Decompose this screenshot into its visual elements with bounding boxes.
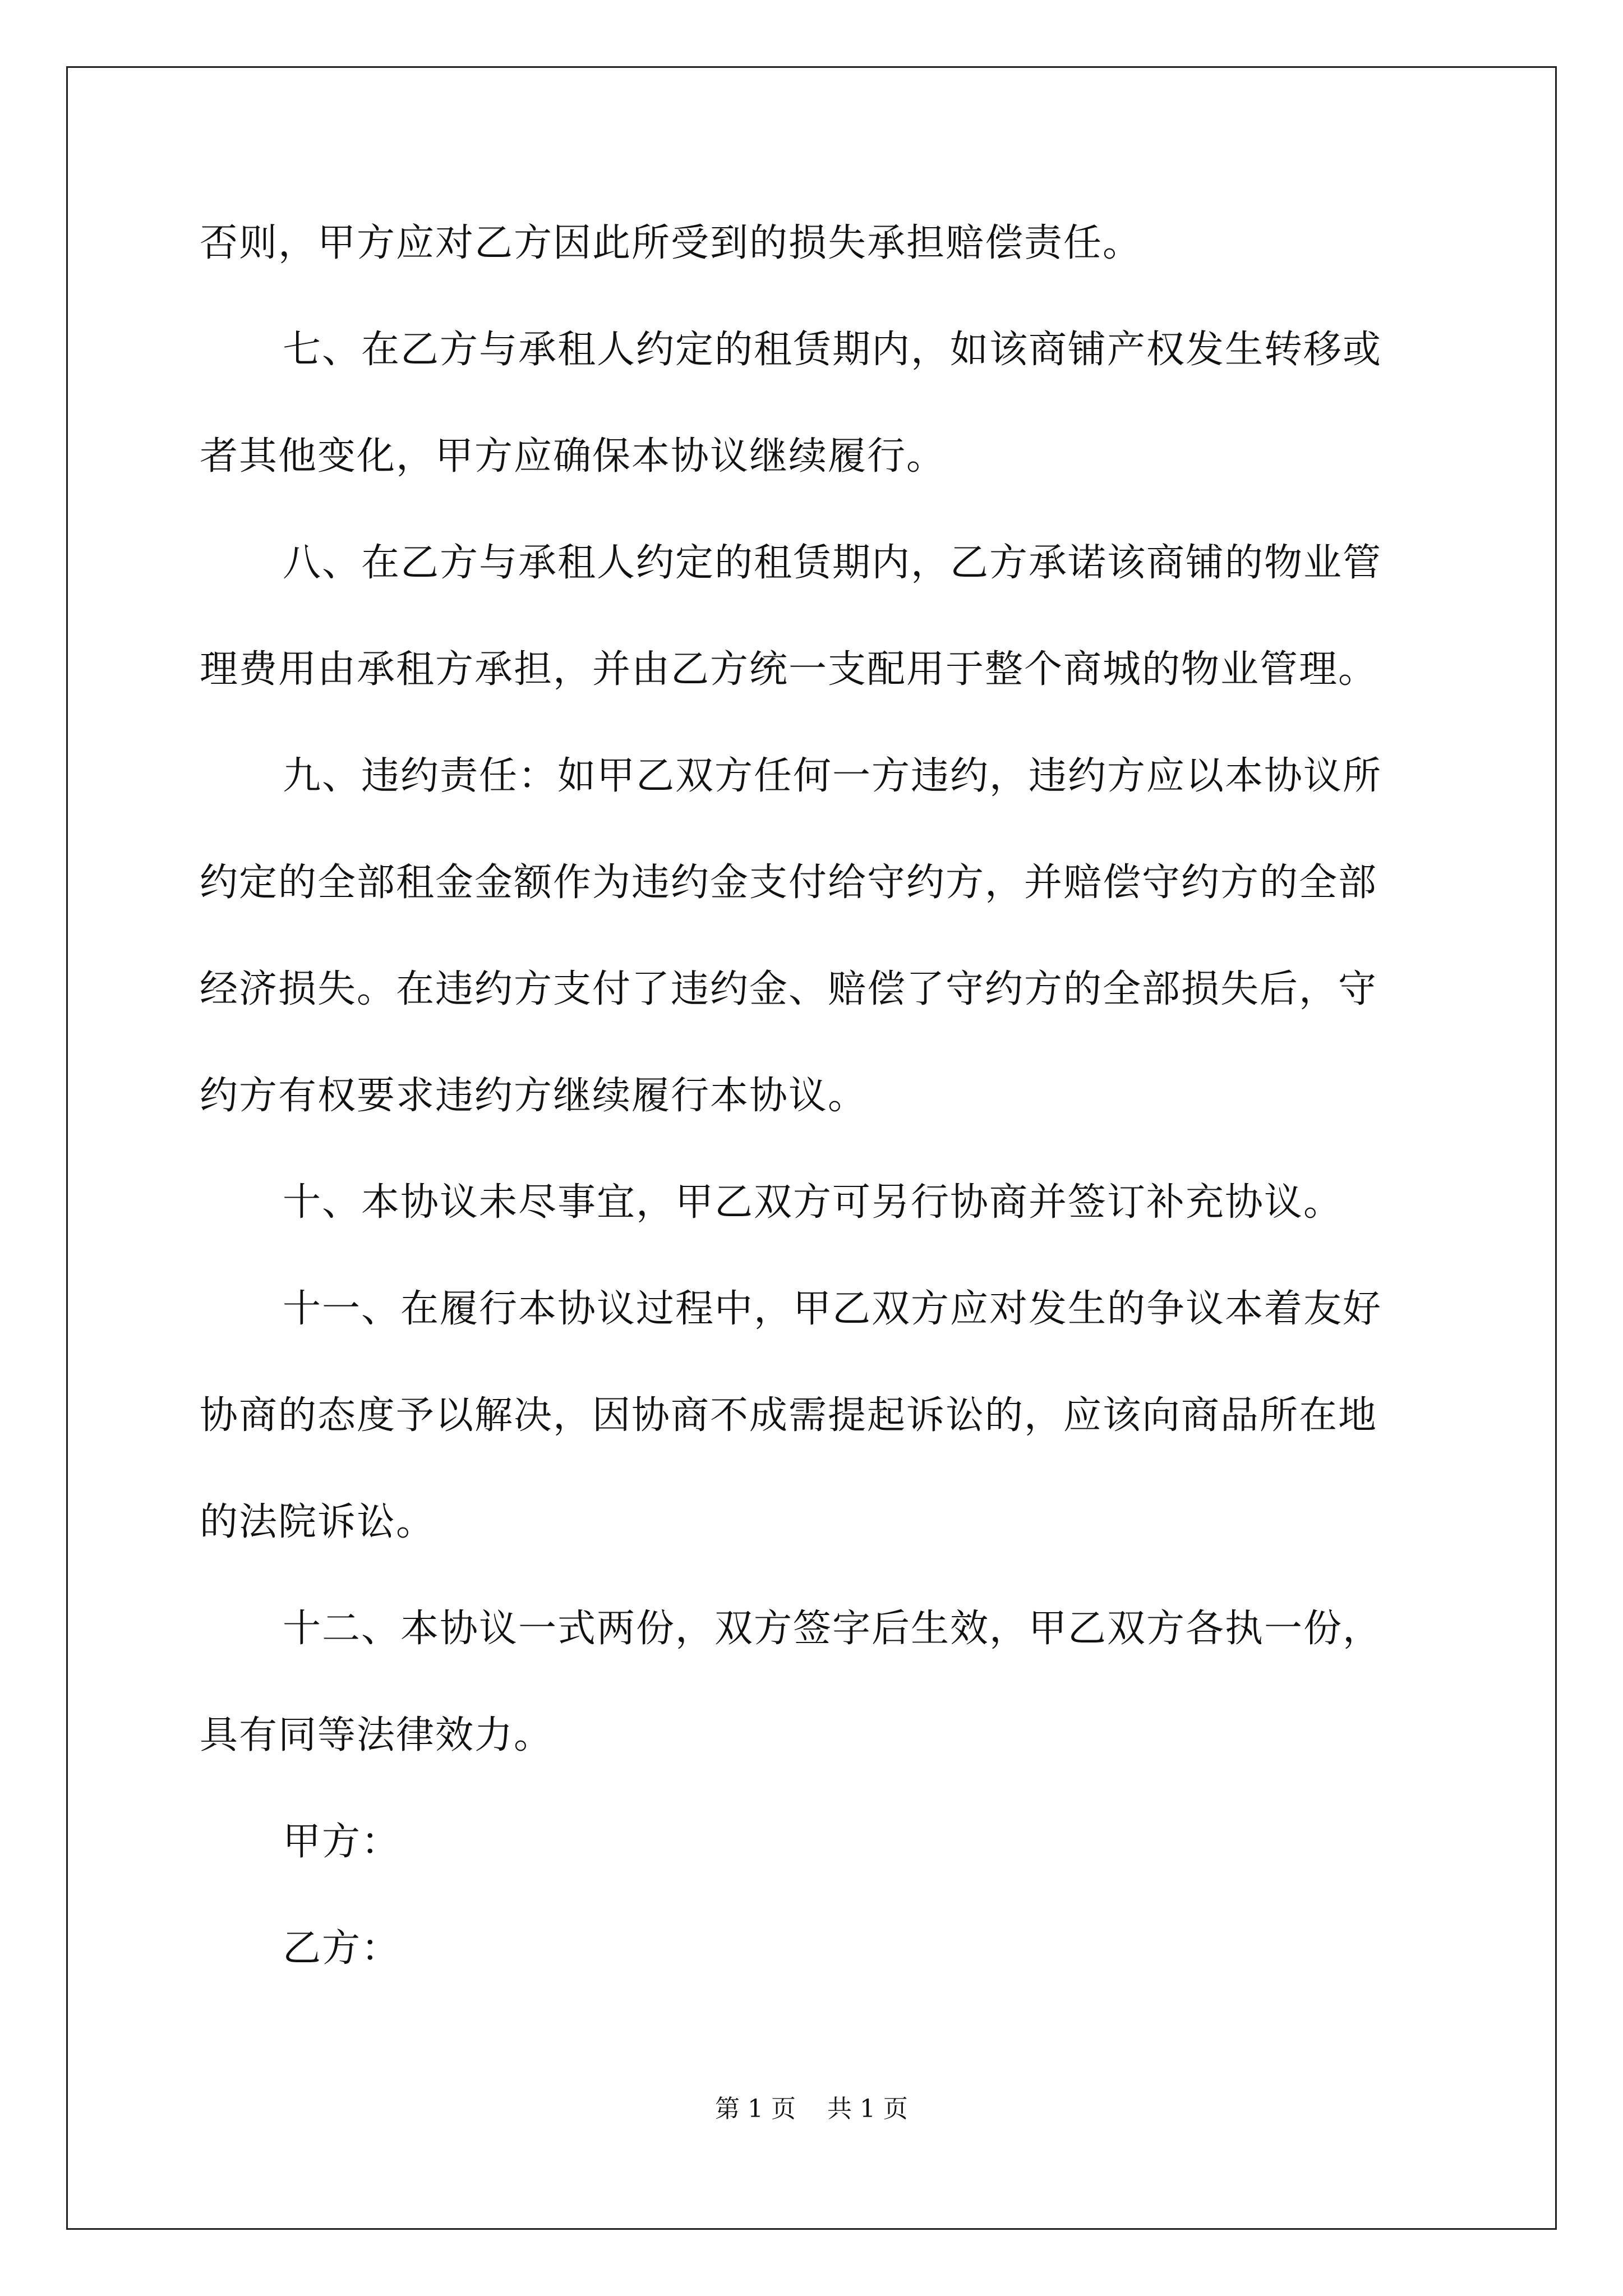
clause-11-line-3: 的法院诉讼。 bbox=[200, 1500, 436, 1544]
text-line: 否则，甲方应对乙方因此所受到的损失承担赔偿责任。 bbox=[200, 221, 1142, 265]
clause-8-line-1: 八、在乙方与承租人约定的租赁期内，乙方承诺该商铺的物业管 bbox=[283, 541, 1382, 585]
clause-8-line-2: 理费用由承租方承担，并由乙方统一支配用于整个商城的物业管理。 bbox=[200, 647, 1378, 692]
clause-9-line-2: 约定的全部租金金额作为违约金支付给守约方，并赔偿守约方的全部 bbox=[200, 861, 1378, 905]
party-b-label: 乙方： bbox=[283, 1926, 401, 1971]
clause-9-line-3: 经济损失。在违约方支付了违约金、赔偿了守约方的全部损失后，守 bbox=[200, 967, 1378, 1011]
clause-10-line-1: 十、本协议未尽事宜，甲乙双方可另行协商并签订补充协议。 bbox=[283, 1180, 1343, 1225]
clause-9-line-4: 约方有权要求违约方继续履行本协议。 bbox=[200, 1074, 868, 1118]
clause-7-line-2: 者其他变化，甲方应确保本协议继续履行。 bbox=[200, 434, 946, 478]
page-frame bbox=[66, 66, 1557, 2230]
clause-12-line-1: 十二、本协议一式两份，双方签字后生效，甲乙双方各执一份， bbox=[283, 1607, 1382, 1651]
clause-9-line-1: 九、违约责任：如甲乙双方任何一方违约，违约方应以本协议所 bbox=[283, 754, 1382, 798]
clause-11-line-2: 协商的态度予以解决，因协商不成需提起诉讼的，应该向商品所在地 bbox=[200, 1393, 1378, 1438]
clause-7-line-1: 七、在乙方与承租人约定的租赁期内，如该商铺产权发生转移或 bbox=[283, 328, 1382, 372]
party-a-label: 甲方： bbox=[283, 1820, 401, 1864]
page-number-footer: 第 1 页 共 1 页 bbox=[715, 2095, 908, 2123]
clause-12-line-2: 具有同等法律效力。 bbox=[200, 1713, 554, 1757]
clause-11-line-1: 十一、在履行本协议过程中，甲乙双方应对发生的争议本着友好 bbox=[283, 1287, 1382, 1331]
